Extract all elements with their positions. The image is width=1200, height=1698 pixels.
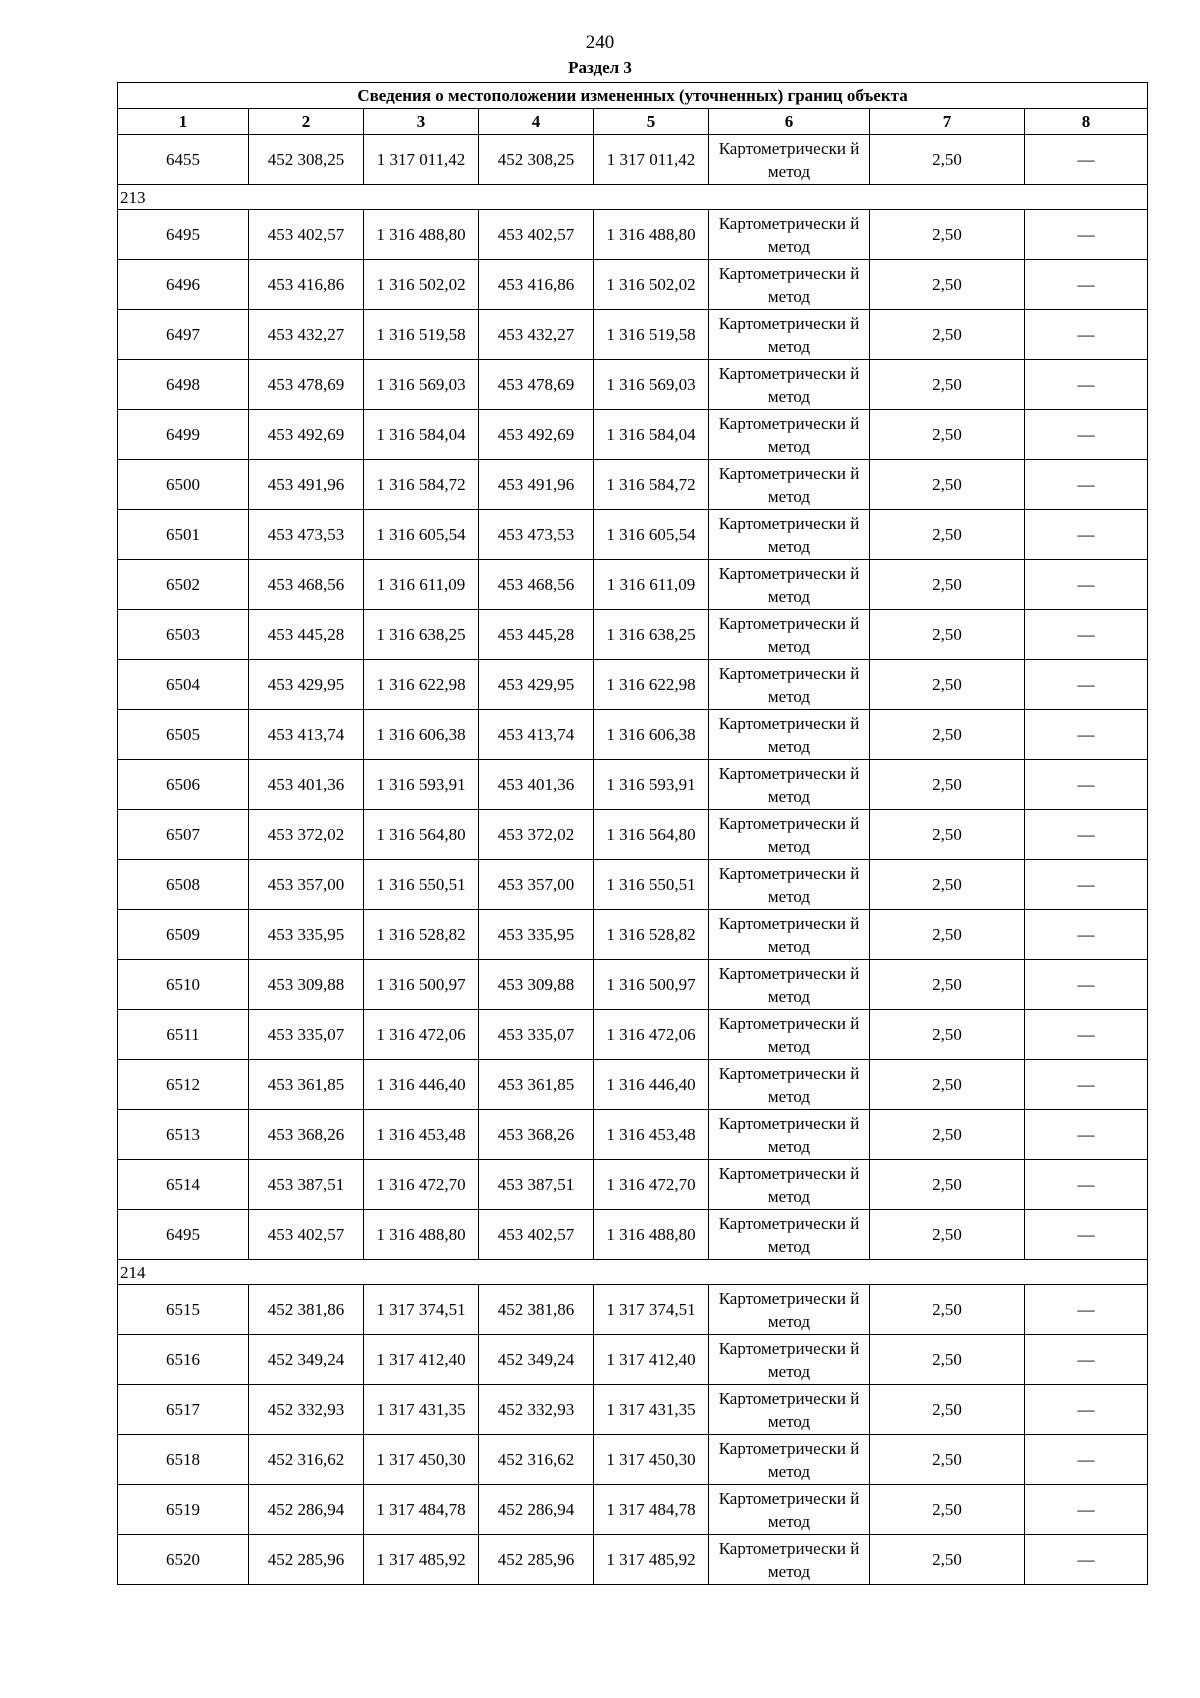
- cell-point-number: 6496: [118, 260, 249, 310]
- table-row: [118, 1285, 1148, 1335]
- cell-y-old: 1 316 584,72: [364, 460, 479, 510]
- cell-y-old: 1 316 606,38: [364, 710, 479, 760]
- column-number: 6: [709, 109, 870, 135]
- cell-method: Картометрически й метод: [709, 1010, 870, 1060]
- cell-y-new: 1 316 584,04: [594, 410, 709, 460]
- cell-x-old: 453 491,96: [249, 460, 364, 510]
- table-row: [118, 460, 1148, 510]
- table-row: [118, 660, 1148, 710]
- table-caption: Сведения о местоположении измененных (уточненных) границ объекта: [118, 83, 1148, 109]
- table-row: [118, 1160, 1148, 1210]
- cell-x-new: 453 361,85: [479, 1060, 594, 1110]
- column-number: 3: [364, 109, 479, 135]
- cell-x-new: 453 478,69: [479, 360, 594, 410]
- table-row: [118, 1435, 1148, 1485]
- table-row: [118, 310, 1148, 360]
- cell-method: Картометрически й метод: [709, 710, 870, 760]
- cell-method: Картометрически й метод: [709, 1485, 870, 1535]
- cell-x-old: 453 335,95: [249, 910, 364, 960]
- cell-method: Картометрически й метод: [709, 310, 870, 360]
- cell-y-old: 1 316 528,82: [364, 910, 479, 960]
- cell-method: Картометрически й метод: [709, 1060, 870, 1110]
- cell-accuracy: 2,50: [870, 710, 1025, 760]
- contour-group-row: [118, 185, 1148, 210]
- cell-y-old: 1 317 431,35: [364, 1385, 479, 1435]
- cell-description: —: [1025, 560, 1148, 610]
- cell-point-number: 6503: [118, 610, 249, 660]
- cell-accuracy: 2,50: [870, 410, 1025, 460]
- cell-y-new: 1 317 450,30: [594, 1435, 709, 1485]
- cell-description: —: [1025, 610, 1148, 660]
- cell-x-new: 452 349,24: [479, 1335, 594, 1385]
- cell-x-new: 453 429,95: [479, 660, 594, 710]
- cell-x-old: 452 381,86: [249, 1285, 364, 1335]
- cell-accuracy: 2,50: [870, 560, 1025, 610]
- cell-description: —: [1025, 710, 1148, 760]
- contour-number: 213: [118, 185, 1148, 210]
- cell-description: —: [1025, 1285, 1148, 1335]
- cell-description: —: [1025, 1435, 1148, 1485]
- cell-method: Картометрически й метод: [709, 1210, 870, 1260]
- cell-x-old: 453 413,74: [249, 710, 364, 760]
- cell-point-number: 6501: [118, 510, 249, 560]
- cell-y-new: 1 316 606,38: [594, 710, 709, 760]
- cell-y-old: 1 317 374,51: [364, 1285, 479, 1335]
- cell-x-old: 453 357,00: [249, 860, 364, 910]
- cell-description: —: [1025, 1535, 1148, 1585]
- cell-y-new: 1 316 584,72: [594, 460, 709, 510]
- cell-method: Картометрически й метод: [709, 260, 870, 310]
- column-number: 5: [594, 109, 709, 135]
- cell-x-new: 453 445,28: [479, 610, 594, 660]
- cell-y-old: 1 316 500,97: [364, 960, 479, 1010]
- table-row: [118, 960, 1148, 1010]
- cell-x-old: 453 429,95: [249, 660, 364, 710]
- table-row: [118, 1535, 1148, 1585]
- cell-y-old: 1 316 472,06: [364, 1010, 479, 1060]
- cell-accuracy: 2,50: [870, 860, 1025, 910]
- cell-x-old: 452 286,94: [249, 1485, 364, 1535]
- cell-x-old: 453 445,28: [249, 610, 364, 660]
- cell-accuracy: 2,50: [870, 1060, 1025, 1110]
- cell-description: —: [1025, 210, 1148, 260]
- table-row: [118, 760, 1148, 810]
- column-number: 7: [870, 109, 1025, 135]
- cell-point-number: 6499: [118, 410, 249, 460]
- cell-x-new: 453 402,57: [479, 1210, 594, 1260]
- cell-y-old: 1 317 485,92: [364, 1535, 479, 1585]
- cell-y-new: 1 316 622,98: [594, 660, 709, 710]
- cell-y-old: 1 316 550,51: [364, 860, 479, 910]
- cell-point-number: 6519: [118, 1485, 249, 1535]
- cell-accuracy: 2,50: [870, 1110, 1025, 1160]
- table-row: [118, 810, 1148, 860]
- cell-accuracy: 2,50: [870, 460, 1025, 510]
- cell-description: —: [1025, 1210, 1148, 1260]
- cell-accuracy: 2,50: [870, 1435, 1025, 1485]
- table-row: [118, 1060, 1148, 1110]
- cell-point-number: 6509: [118, 910, 249, 960]
- cell-point-number: 6504: [118, 660, 249, 710]
- cell-method: Картометрически й метод: [709, 460, 870, 510]
- cell-y-old: 1 316 611,09: [364, 560, 479, 610]
- cell-y-new: 1 317 412,40: [594, 1335, 709, 1385]
- cell-point-number: 6500: [118, 460, 249, 510]
- cell-x-new: 453 492,69: [479, 410, 594, 460]
- cell-point-number: 6505: [118, 710, 249, 760]
- cell-x-new: 453 372,02: [479, 810, 594, 860]
- cell-y-old: 1 316 446,40: [364, 1060, 479, 1110]
- table-row: [118, 135, 1148, 185]
- cell-method: Картометрически й метод: [709, 410, 870, 460]
- cell-description: —: [1025, 310, 1148, 360]
- cell-x-new: 453 357,00: [479, 860, 594, 910]
- cell-y-new: 1 316 446,40: [594, 1060, 709, 1110]
- cell-accuracy: 2,50: [870, 760, 1025, 810]
- cell-x-new: 452 381,86: [479, 1285, 594, 1335]
- table-row: [118, 360, 1148, 410]
- cell-x-old: 452 332,93: [249, 1385, 364, 1435]
- table-row: [118, 1210, 1148, 1260]
- cell-accuracy: 2,50: [870, 660, 1025, 710]
- cell-y-new: 1 316 472,06: [594, 1010, 709, 1060]
- cell-description: —: [1025, 960, 1148, 1010]
- cell-x-old: 453 432,27: [249, 310, 364, 360]
- cell-method: Картометрически й метод: [709, 1110, 870, 1160]
- cell-y-new: 1 317 011,42: [594, 135, 709, 185]
- cell-accuracy: 2,50: [870, 1160, 1025, 1210]
- cell-y-old: 1 316 569,03: [364, 360, 479, 410]
- cell-y-new: 1 316 550,51: [594, 860, 709, 910]
- cell-point-number: 6513: [118, 1110, 249, 1160]
- cell-y-old: 1 316 584,04: [364, 410, 479, 460]
- cell-method: Картометрически й метод: [709, 1335, 870, 1385]
- cell-description: —: [1025, 1060, 1148, 1110]
- cell-y-old: 1 317 484,78: [364, 1485, 479, 1535]
- cell-description: —: [1025, 510, 1148, 560]
- table-row: [118, 410, 1148, 460]
- table-row: [118, 260, 1148, 310]
- cell-y-old: 1 316 519,58: [364, 310, 479, 360]
- table-row: [118, 1335, 1148, 1385]
- cell-point-number: 6516: [118, 1335, 249, 1385]
- cell-x-old: 453 368,26: [249, 1110, 364, 1160]
- cell-description: —: [1025, 460, 1148, 510]
- cell-y-new: 1 316 593,91: [594, 760, 709, 810]
- cell-x-old: 453 473,53: [249, 510, 364, 560]
- table-row: [118, 860, 1148, 910]
- cell-point-number: 6498: [118, 360, 249, 410]
- cell-description: —: [1025, 760, 1148, 810]
- cell-y-new: 1 316 528,82: [594, 910, 709, 960]
- cell-description: —: [1025, 1160, 1148, 1210]
- table-row: [118, 610, 1148, 660]
- cell-method: Картометрически й метод: [709, 1385, 870, 1435]
- cell-y-new: 1 316 502,02: [594, 260, 709, 310]
- cell-description: —: [1025, 135, 1148, 185]
- table-row: [118, 210, 1148, 260]
- cell-y-new: 1 316 564,80: [594, 810, 709, 860]
- cell-x-old: 453 309,88: [249, 960, 364, 1010]
- cell-y-new: 1 316 472,70: [594, 1160, 709, 1210]
- cell-y-old: 1 317 450,30: [364, 1435, 479, 1485]
- cell-method: Картометрически й метод: [709, 760, 870, 810]
- column-number: 4: [479, 109, 594, 135]
- cell-x-new: 453 402,57: [479, 210, 594, 260]
- cell-x-new: 453 413,74: [479, 710, 594, 760]
- cell-x-old: 453 402,57: [249, 210, 364, 260]
- cell-description: —: [1025, 1385, 1148, 1435]
- cell-accuracy: 2,50: [870, 1210, 1025, 1260]
- cell-x-old: 453 335,07: [249, 1010, 364, 1060]
- cell-description: —: [1025, 860, 1148, 910]
- cell-point-number: 6517: [118, 1385, 249, 1435]
- cell-y-old: 1 316 638,25: [364, 610, 479, 660]
- cell-accuracy: 2,50: [870, 810, 1025, 860]
- cell-x-new: 453 335,07: [479, 1010, 594, 1060]
- cell-x-old: 452 316,62: [249, 1435, 364, 1485]
- table-row: [118, 510, 1148, 560]
- table-row: [118, 1010, 1148, 1060]
- cell-point-number: 6518: [118, 1435, 249, 1485]
- cell-accuracy: 2,50: [870, 260, 1025, 310]
- cell-accuracy: 2,50: [870, 135, 1025, 185]
- cell-y-old: 1 316 564,80: [364, 810, 479, 860]
- cell-y-old: 1 316 622,98: [364, 660, 479, 710]
- cell-x-new: 453 387,51: [479, 1160, 594, 1210]
- cell-x-old: 453 402,57: [249, 1210, 364, 1260]
- cell-x-new: 453 432,27: [479, 310, 594, 360]
- cell-accuracy: 2,50: [870, 1385, 1025, 1435]
- cell-y-new: 1 317 431,35: [594, 1385, 709, 1435]
- cell-point-number: 6506: [118, 760, 249, 810]
- cell-description: —: [1025, 1485, 1148, 1535]
- cell-y-old: 1 316 593,91: [364, 760, 479, 810]
- cell-x-new: 452 285,96: [479, 1535, 594, 1585]
- cell-y-new: 1 316 638,25: [594, 610, 709, 660]
- cell-x-new: 453 491,96: [479, 460, 594, 510]
- cell-method: Картометрически й метод: [709, 510, 870, 560]
- cell-y-old: 1 317 011,42: [364, 135, 479, 185]
- cell-method: Картометрически й метод: [709, 360, 870, 410]
- cell-y-new: 1 317 374,51: [594, 1285, 709, 1335]
- contour-group-row: [118, 1260, 1148, 1285]
- cell-point-number: 6514: [118, 1160, 249, 1210]
- table-row: [118, 1485, 1148, 1535]
- cell-accuracy: 2,50: [870, 1285, 1025, 1335]
- cell-description: —: [1025, 1110, 1148, 1160]
- contour-number: 214: [118, 1260, 1148, 1285]
- cell-y-old: 1 316 605,54: [364, 510, 479, 560]
- cell-y-old: 1 316 502,02: [364, 260, 479, 310]
- cell-y-old: 1 316 453,48: [364, 1110, 479, 1160]
- cell-method: Картометрически й метод: [709, 860, 870, 910]
- cell-x-new: 452 286,94: [479, 1485, 594, 1535]
- cell-method: Картометрически й метод: [709, 910, 870, 960]
- cell-method: Картометрически й метод: [709, 560, 870, 610]
- cell-method: Картометрически й метод: [709, 660, 870, 710]
- cell-point-number: 6502: [118, 560, 249, 610]
- cell-x-new: 453 401,36: [479, 760, 594, 810]
- cell-x-new: 453 368,26: [479, 1110, 594, 1160]
- cell-method: Картометрически й метод: [709, 135, 870, 185]
- table-row: [118, 910, 1148, 960]
- cell-x-new: 453 335,95: [479, 910, 594, 960]
- cell-method: Картометрически й метод: [709, 210, 870, 260]
- cell-x-new: 453 309,88: [479, 960, 594, 1010]
- cell-description: —: [1025, 1010, 1148, 1060]
- cell-y-new: 1 317 485,92: [594, 1535, 709, 1585]
- cell-accuracy: 2,50: [870, 960, 1025, 1010]
- page-number: 240: [585, 32, 615, 53]
- cell-accuracy: 2,50: [870, 1010, 1025, 1060]
- cell-method: Картометрически й метод: [709, 1160, 870, 1210]
- cell-x-old: 452 349,24: [249, 1335, 364, 1385]
- cell-accuracy: 2,50: [870, 610, 1025, 660]
- cell-point-number: 6495: [118, 1210, 249, 1260]
- cell-y-new: 1 316 488,80: [594, 210, 709, 260]
- cell-point-number: 6508: [118, 860, 249, 910]
- cell-y-new: 1 316 611,09: [594, 560, 709, 610]
- boundary-coordinates-table: [117, 82, 1148, 1585]
- section-title: Раздел 3: [568, 58, 632, 77]
- cell-x-old: 453 401,36: [249, 760, 364, 810]
- cell-x-new: 452 308,25: [479, 135, 594, 185]
- cell-point-number: 6455: [118, 135, 249, 185]
- cell-y-new: 1 316 519,58: [594, 310, 709, 360]
- cell-accuracy: 2,50: [870, 360, 1025, 410]
- table-row: [118, 560, 1148, 610]
- cell-accuracy: 2,50: [870, 310, 1025, 360]
- cell-x-old: 453 492,69: [249, 410, 364, 460]
- cell-method: Картометрически й метод: [709, 1435, 870, 1485]
- cell-y-new: 1 316 569,03: [594, 360, 709, 410]
- cell-y-old: 1 316 488,80: [364, 1210, 479, 1260]
- cell-y-new: 1 316 488,80: [594, 1210, 709, 1260]
- cell-x-old: 452 308,25: [249, 135, 364, 185]
- cell-description: —: [1025, 910, 1148, 960]
- cell-point-number: 6515: [118, 1285, 249, 1335]
- cell-x-old: 453 387,51: [249, 1160, 364, 1210]
- table-row: [118, 710, 1148, 760]
- cell-description: —: [1025, 260, 1148, 310]
- cell-method: Картометрически й метод: [709, 1285, 870, 1335]
- cell-y-new: 1 316 453,48: [594, 1110, 709, 1160]
- cell-x-old: 453 416,86: [249, 260, 364, 310]
- cell-x-old: 453 372,02: [249, 810, 364, 860]
- cell-point-number: 6520: [118, 1535, 249, 1585]
- cell-y-old: 1 317 412,40: [364, 1335, 479, 1385]
- cell-x-new: 453 468,56: [479, 560, 594, 610]
- cell-x-new: 453 473,53: [479, 510, 594, 560]
- cell-y-old: 1 316 472,70: [364, 1160, 479, 1210]
- cell-method: Картометрически й метод: [709, 610, 870, 660]
- cell-point-number: 6510: [118, 960, 249, 1010]
- cell-x-old: 453 361,85: [249, 1060, 364, 1110]
- cell-x-new: 452 332,93: [479, 1385, 594, 1435]
- cell-description: —: [1025, 660, 1148, 710]
- cell-accuracy: 2,50: [870, 910, 1025, 960]
- cell-method: Картометрически й метод: [709, 960, 870, 1010]
- column-number: 8: [1025, 109, 1148, 135]
- cell-accuracy: 2,50: [870, 1485, 1025, 1535]
- cell-method: Картометрически й метод: [709, 1535, 870, 1585]
- cell-y-new: 1 317 484,78: [594, 1485, 709, 1535]
- cell-y-new: 1 316 500,97: [594, 960, 709, 1010]
- cell-x-new: 452 316,62: [479, 1435, 594, 1485]
- cell-accuracy: 2,50: [870, 1335, 1025, 1385]
- table-row: [118, 1110, 1148, 1160]
- cell-x-old: 453 468,56: [249, 560, 364, 610]
- cell-y-new: 1 316 605,54: [594, 510, 709, 560]
- cell-point-number: 6512: [118, 1060, 249, 1110]
- column-number: 1: [118, 109, 249, 135]
- cell-description: —: [1025, 1335, 1148, 1385]
- cell-accuracy: 2,50: [870, 210, 1025, 260]
- cell-description: —: [1025, 360, 1148, 410]
- cell-description: —: [1025, 410, 1148, 460]
- table-row: [118, 1385, 1148, 1435]
- cell-point-number: 6511: [118, 1010, 249, 1060]
- cell-accuracy: 2,50: [870, 1535, 1025, 1585]
- column-number: 2: [249, 109, 364, 135]
- cell-method: Картометрически й метод: [709, 810, 870, 860]
- cell-x-new: 453 416,86: [479, 260, 594, 310]
- table-body: [118, 135, 1148, 1585]
- cell-point-number: 6497: [118, 310, 249, 360]
- cell-point-number: 6507: [118, 810, 249, 860]
- cell-x-old: 452 285,96: [249, 1535, 364, 1585]
- cell-x-old: 453 478,69: [249, 360, 364, 410]
- cell-description: —: [1025, 810, 1148, 860]
- cell-point-number: 6495: [118, 210, 249, 260]
- cell-accuracy: 2,50: [870, 510, 1025, 560]
- cell-y-old: 1 316 488,80: [364, 210, 479, 260]
